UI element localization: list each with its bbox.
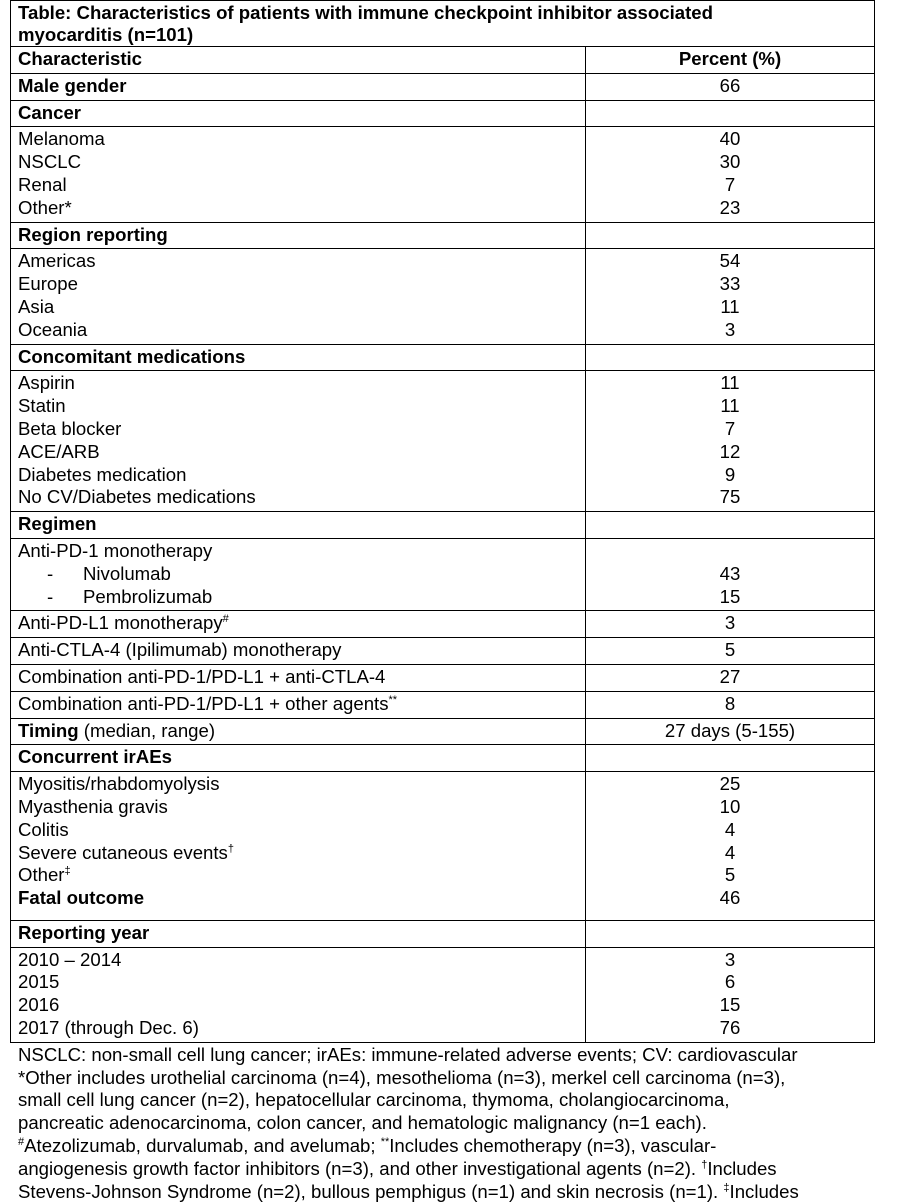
footnote-mark: ** — [380, 1136, 390, 1149]
list-dash: - — [47, 562, 54, 584]
footnote-mark: ‡ — [64, 865, 71, 878]
footnote-mark: † — [701, 1158, 708, 1171]
row-label: NSCLC — [18, 151, 82, 173]
row-label — [18, 864, 578, 887]
footnote-text: Stevens-Johnson Syndrome (n=2), bullous pemphigus (n=1) and skin necrosis (n=1). — [18, 1180, 724, 1202]
row-label: Other* — [18, 196, 72, 218]
row-value: 11 — [720, 372, 740, 394]
row-value: 15 — [719, 585, 741, 607]
row-label: 2015 — [18, 971, 60, 993]
table-row — [11, 611, 875, 638]
footnote-text: Includes — [707, 1157, 777, 1179]
footnote-mark: # — [18, 1136, 25, 1149]
footnote-mark: ‡ — [723, 1181, 730, 1194]
section-heading-row — [11, 100, 875, 127]
row-label — [11, 691, 586, 718]
table-row — [11, 772, 875, 921]
row-labels — [11, 371, 586, 512]
row-label: Asia — [18, 295, 55, 317]
row-value: 54 — [719, 250, 741, 272]
footnote-line — [18, 1135, 874, 1158]
table-footnotes — [10, 1044, 874, 1203]
row-value: 40 — [719, 128, 741, 150]
row-values — [586, 772, 875, 921]
row-label: Anti-PD-1 monotherapy — [18, 539, 213, 561]
row-label: Americas — [18, 250, 96, 272]
section-heading-row — [11, 512, 875, 539]
footnote-text: angiogenesis growth factor inhibitors (n=3), and other investigational agents (n=2). — [18, 1157, 702, 1179]
footnote-other: *Other includes urothelial carcinoma (n=4), mesothelioma (n=3), merkel cell carcinoma (n=3), — [18, 1066, 786, 1088]
footnote-line — [18, 1158, 874, 1181]
row-value: 5 — [586, 638, 875, 665]
list-dash: - — [47, 585, 54, 607]
row-value: 7 — [724, 173, 736, 195]
empty-cell — [586, 512, 875, 539]
row-label: Europe — [18, 273, 78, 295]
row-label: Oceania — [18, 318, 88, 340]
empty-cell — [586, 745, 875, 772]
row-label: 2016 — [18, 994, 60, 1016]
caption-line: myocarditis (n=101) — [18, 23, 194, 45]
column-header-percent: Percent (%) — [586, 47, 875, 74]
sub-row-label — [18, 563, 578, 586]
row-value: 76 — [719, 1017, 741, 1039]
row-label: Combination anti-PD-1/PD-L1 + anti-CTLA-4 — [11, 664, 586, 691]
row-label: Myasthenia gravis — [18, 795, 168, 817]
row-value: 7 — [724, 417, 736, 439]
row-value: 4 — [724, 818, 736, 840]
header-row — [11, 47, 875, 74]
section-heading-row — [11, 344, 875, 371]
row-values — [586, 947, 875, 1042]
row-label: Beta blocker — [18, 417, 122, 439]
footnote-line — [18, 1181, 874, 1203]
row-values — [586, 538, 875, 610]
footnote-other: small cell lung cancer (n=2), hepatocellular carcinoma, thymoma, cholangiocarcinoma, — [18, 1089, 730, 1111]
row-value: 25 — [719, 773, 741, 795]
footnote-mark: # — [222, 613, 229, 626]
row-label: Anti-CTLA-4 (Ipilimumab) monotherapy — [11, 638, 586, 665]
row-label: Myositis/rhabdomyolysis — [18, 773, 220, 795]
row-label: Fatal outcome — [18, 887, 145, 909]
row-value: 9 — [724, 463, 736, 485]
empty-cell — [586, 920, 875, 947]
caption-line: Table: Characteristics of patients with immune checkpoint inhibitor associated — [18, 2, 713, 23]
sub-row-label — [18, 586, 578, 609]
row-value: 23 — [719, 196, 741, 218]
row-value: 5 — [724, 864, 736, 886]
table-row — [11, 538, 875, 610]
footnote-text: Includes chemotherapy (n=3), vascular- — [389, 1135, 717, 1157]
table-row — [11, 947, 875, 1042]
row-label: ACE/ARB — [18, 440, 100, 462]
empty-cell — [586, 344, 875, 371]
row-value: 8 — [586, 691, 875, 718]
table-row — [11, 371, 875, 512]
row-value: 30 — [719, 151, 741, 173]
row-label — [18, 842, 578, 865]
row-labels — [11, 249, 586, 344]
row-value: 11 — [720, 295, 740, 317]
column-header-characteristic: Characteristic — [11, 47, 586, 74]
document — [10, 0, 874, 1203]
footnote-abbreviations: NSCLC: non-small cell lung cancer; irAEs: immune-related adverse events; CV: cardiovascular — [18, 1043, 798, 1065]
footnote-text: Includes — [729, 1180, 799, 1202]
row-labels — [11, 772, 586, 921]
row-label-text: Combination anti-PD-1/PD-L1 + other agents — [18, 692, 389, 714]
row-value: 75 — [719, 486, 741, 508]
row-value: 3 — [724, 948, 736, 970]
row-labels — [11, 947, 586, 1042]
row-value: 33 — [719, 273, 741, 295]
row-value: 12 — [719, 440, 741, 462]
characteristics-table — [10, 0, 875, 1043]
empty-value — [593, 540, 867, 563]
row-value: 46 — [719, 887, 741, 909]
table-row — [11, 127, 875, 222]
table-caption-row — [11, 1, 875, 47]
footnote-text: Atezolizumab, durvalumab, and avelumab; — [24, 1135, 381, 1157]
row-label — [11, 611, 586, 638]
row-values — [586, 127, 875, 222]
row-label — [11, 718, 586, 745]
row-value: 6 — [724, 971, 736, 993]
empty-cell — [586, 222, 875, 249]
row-value: 10 — [719, 795, 741, 817]
table-row — [11, 249, 875, 344]
row-label: Aspirin — [18, 372, 75, 394]
row-label: Male gender — [11, 73, 586, 100]
timing-label: Timing — [18, 719, 79, 741]
section-heading: Region reporting — [11, 222, 586, 249]
footnote-other: pancreatic adenocarcinoma, colon cancer, and hematologic malignancy (n=1 each). — [18, 1112, 707, 1134]
row-value: 27 days (5-155) — [586, 718, 875, 745]
drug-label: Pembrolizumab — [83, 585, 213, 607]
row-value: 66 — [586, 73, 875, 100]
table-row — [11, 73, 875, 100]
table-caption — [11, 1, 875, 47]
footnote-mark: ** — [388, 693, 398, 706]
section-heading: Reporting year — [11, 920, 586, 947]
timing-detail: (median, range) — [78, 719, 216, 741]
row-labels — [11, 538, 586, 610]
section-heading: Concomitant medications — [11, 344, 586, 371]
row-label: Diabetes medication — [18, 463, 187, 485]
table-row — [11, 664, 875, 691]
row-value: 15 — [719, 994, 741, 1016]
section-heading: Concurrent irAEs — [11, 745, 586, 772]
row-value: 3 — [724, 318, 736, 340]
row-label: Statin — [18, 395, 66, 417]
row-value: 4 — [724, 841, 736, 863]
row-label: 2017 (through Dec. 6) — [18, 1017, 199, 1039]
row-values — [586, 249, 875, 344]
row-label: 2010 – 2014 — [18, 948, 122, 970]
row-label: Melanoma — [18, 128, 105, 150]
table-row — [11, 718, 875, 745]
row-label-text: Severe cutaneous events — [18, 841, 228, 863]
section-heading: Regimen — [11, 512, 586, 539]
row-label-text: Anti-PD-L1 monotherapy — [18, 612, 223, 634]
empty-cell — [586, 100, 875, 127]
row-value: 43 — [719, 562, 741, 584]
row-labels — [11, 127, 586, 222]
footnote-mark: † — [227, 842, 234, 855]
row-label: No CV/Diabetes medications — [18, 486, 256, 508]
row-label-text: Other — [18, 864, 65, 886]
row-values — [586, 371, 875, 512]
row-label: Colitis — [18, 818, 69, 840]
drug-label: Nivolumab — [83, 562, 171, 584]
section-heading-row — [11, 920, 875, 947]
row-value: 3 — [586, 611, 875, 638]
section-heading: Cancer — [11, 100, 586, 127]
section-heading-row — [11, 222, 875, 249]
row-spacer — [18, 910, 578, 918]
table-row — [11, 638, 875, 665]
section-heading-row — [11, 745, 875, 772]
row-value: 27 — [586, 664, 875, 691]
table-row — [11, 691, 875, 718]
row-label: Renal — [18, 173, 67, 195]
row-value: 11 — [720, 395, 740, 417]
